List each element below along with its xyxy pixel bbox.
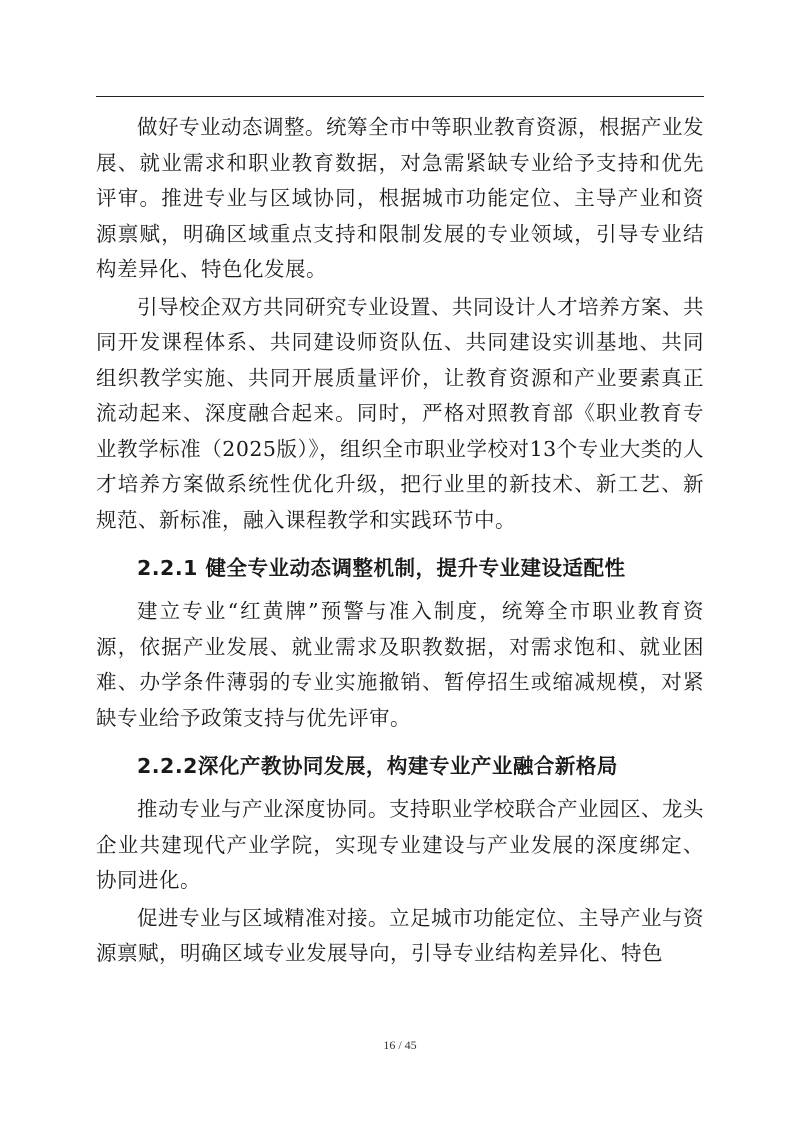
paragraph-industry-collaboration: 推动专业与产业深度协同。支持职业学校联合产业园区、龙头企业共建现代产业学院，实现专业建设与产业发展的深度绑定、协同进化。 <box>96 797 704 892</box>
paragraph-professional-adjustment: 做好专业动态调整。统筹全市中等职业教育资源，根据产业发展、就业需求和职业教育数据，对急需紧缺专业给予支持和优先评审。推进专业与区域协同，根据城市功能定位、主导产业和资源禀赋，明确区域重点支持和限制发展的专业领域，引导专业结构差异化、特色化发展。 <box>96 115 704 281</box>
header-rule <box>96 96 704 97</box>
paragraph-regional-alignment: 促进专业与区域精准对接。立足城市功能定位、主导产业与资源禀赋，明确区域专业发展导向，引导专业结构差异化、特色 <box>96 905 704 965</box>
section-heading-2-2-1: 2.2.1 健全专业动态调整机制，提升专业建设适配性 <box>137 556 626 580</box>
section-heading-2-2-2: 2.2.2深化产教协同发展，构建专业产业融合新格局 <box>137 754 618 778</box>
document-body <box>96 110 704 972</box>
page-number: 16 / 45 <box>383 1038 417 1052</box>
paragraph-school-enterprise-cooperation: 引导校企双方共同研究专业设置、共同设计人才培养方案、共同开发课程体系、共同建设师资队伍、共同建设实训基地、共同组织教学实施、共同开展质量评价，让教育资源和产业要素真正流动起来、深度融合起来。同时，严格对照教育部《职业教育专业教学标准（2025版）》，组织全市职业学校对13个专业大类的人才培养方案做系统性优化升级，把行业里的新技术、新工艺、新规范、新标准，融入课程教学和实践环节中。 <box>96 294 704 532</box>
paragraph-warning-system: 建立专业“红黄牌”预警与准入制度，统筹全市职业教育资源，依据产业发展、就业需求及职教数据，对需求饱和、就业困难、办学条件薄弱的专业实施撤销、暂停招生或缩减规模，对紧缺专业给予政策支持与优先评审。 <box>96 599 704 730</box>
